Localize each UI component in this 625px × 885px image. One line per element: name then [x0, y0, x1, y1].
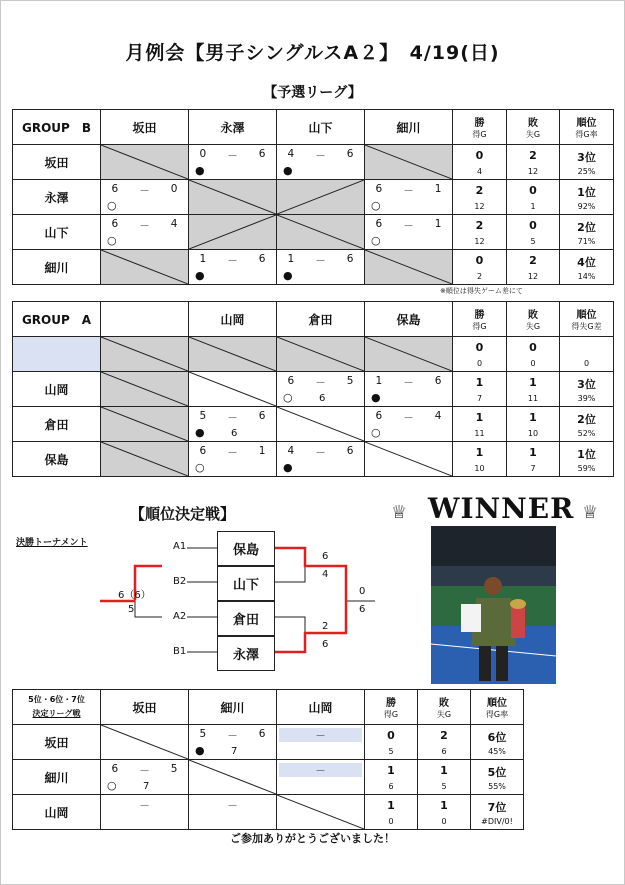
rank-cell: 6位 45% — [471, 725, 524, 760]
thanks-message: ご参加ありがとうございました！ — [230, 832, 395, 845]
diagonal-line — [189, 760, 276, 794]
group-a-col-header: 保島 — [365, 302, 453, 337]
self-match-cell — [277, 795, 365, 830]
row-player-name: 細川 — [13, 760, 101, 795]
rank-cell: 5位 55% — [471, 760, 524, 795]
self-match-cell — [101, 725, 189, 760]
group-a-col-header: 山岡 — [189, 302, 277, 337]
row-player-name: 細川 — [13, 250, 101, 285]
wins-cell: 2 12 — [453, 215, 507, 250]
match-score-cell: 5 － 6 ● 6 — [189, 407, 277, 442]
rank-cell: 3位 25% — [560, 145, 614, 180]
bracket-score: 6 — [322, 551, 329, 562]
seed-label: B2 — [173, 576, 187, 587]
wins-cell: 2 12 — [453, 180, 507, 215]
bracket-player: 保島 — [217, 531, 275, 566]
group-a-label: GROUP A — [13, 302, 101, 337]
bracket-score: 6 — [322, 639, 329, 650]
match-score-cell: － — [101, 795, 189, 830]
bracket-score: 5 — [128, 604, 135, 615]
row-player-name: 坂田 — [13, 725, 101, 760]
wins-cell: 0 0 — [453, 337, 507, 372]
row-player-name: 永澤 — [13, 180, 101, 215]
row-player-name: 坂田 — [13, 145, 101, 180]
rank-cell: 3位 39% — [560, 372, 614, 407]
wins-cell: 1 10 — [453, 442, 507, 477]
rank-cell: 0 — [560, 337, 614, 372]
losses-cell: 1 5 — [418, 760, 471, 795]
rank-cell: 4位 14% — [560, 250, 614, 285]
wins-cell: 1 0 — [365, 795, 418, 830]
consolation-col-header: 山岡 — [277, 690, 365, 725]
row-player-name: 山岡 — [13, 372, 101, 407]
losses-header: 敗 失G — [507, 110, 560, 145]
losses-cell: 1 10 — [507, 407, 560, 442]
bracket-score: 6 — [359, 604, 366, 615]
losses-cell: 2 12 — [507, 250, 560, 285]
row-player-name: 倉田 — [13, 407, 101, 442]
match-score-cell: 4 － 6 ● — [277, 442, 365, 477]
page-title: 月例会【男子シングルスA２】 4/19(日) — [125, 42, 500, 64]
tournament-label: 決勝トーナメント — [16, 538, 88, 548]
consolation-table — [12, 689, 524, 830]
wins-header: 勝 得G — [365, 690, 418, 725]
bracket-score: 4 — [322, 569, 329, 580]
row-player-name: 保島 — [13, 442, 101, 477]
crown-icon: ♕ — [391, 502, 408, 523]
match-score-cell: 1 － 6 ● — [189, 250, 277, 285]
rank-cell: 1位 59% — [560, 442, 614, 477]
rank-cell: 7位 #DIV/0! — [471, 795, 524, 830]
losses-cell: 0 1 — [507, 180, 560, 215]
match-score-cell: 6 － 1 ○ — [365, 180, 453, 215]
bracket-player: 永澤 — [217, 636, 275, 671]
consolation-col-header: 細川 — [189, 690, 277, 725]
consolation-label: 5位・6位・7位 決定リーグ戦 — [13, 690, 101, 725]
consolation-col-header: 坂田 — [101, 690, 189, 725]
wins-cell: 1 6 — [365, 760, 418, 795]
wins-header: 勝 得G — [453, 110, 507, 145]
losses-cell: 0 0 — [507, 337, 560, 372]
bracket-score: 6（6） — [118, 590, 151, 601]
wins-cell: 0 2 — [453, 250, 507, 285]
group-b-col-header: 永澤 — [189, 110, 277, 145]
rank-header: 順位 得失G差 — [560, 302, 614, 337]
wins-cell: 0 5 — [365, 725, 418, 760]
bracket-player: 倉田 — [217, 601, 275, 636]
row-player-name: 山岡 — [13, 795, 101, 830]
losses-header: 敗 失G — [418, 690, 471, 725]
group-b-label: GROUP B — [13, 110, 101, 145]
group-b-col-header: 山下 — [277, 110, 365, 145]
seed-label: A1 — [173, 541, 187, 552]
match-score-cell: 6 － 1 ○ — [189, 442, 277, 477]
match-score-cell: 6 － 1 ○ — [365, 215, 453, 250]
group-b-col-header: 細川 — [365, 110, 453, 145]
bracket-player: 山下 — [217, 566, 275, 601]
match-score-cell: 6 － 4 ○ — [101, 215, 189, 250]
wins-cell: 1 7 — [453, 372, 507, 407]
losses-cell: 2 6 — [418, 725, 471, 760]
losses-header: 敗 失G — [507, 302, 560, 337]
losses-cell: 2 12 — [507, 145, 560, 180]
seed-label: A2 — [173, 611, 187, 622]
losses-cell: 0 5 — [507, 215, 560, 250]
rank-header: 順位 得G率 — [471, 690, 524, 725]
prelim-league-heading: 【予選リーグ】 — [263, 85, 362, 101]
bracket-score: 0 — [359, 586, 366, 597]
wins-header: 勝 得G — [453, 302, 507, 337]
losses-cell: 1 11 — [507, 372, 560, 407]
match-score-cell: 6 － 5 ○ 6 — [277, 372, 365, 407]
wins-cell: 1 11 — [453, 407, 507, 442]
match-score-cell: 1 － 6 ● — [365, 372, 453, 407]
diagonal-line — [277, 795, 364, 829]
crown-icon: ♕ — [582, 502, 599, 523]
match-score-cell: 0 － 6 ● — [189, 145, 277, 180]
rank-cell: 2位 71% — [560, 215, 614, 250]
seed-label: B1 — [173, 646, 187, 657]
winner-heading: WINNER — [428, 492, 575, 525]
match-score-cell: 4 － 6 ● — [277, 145, 365, 180]
match-score-cell: － — [277, 725, 365, 760]
match-score-cell: － — [189, 795, 277, 830]
ranking-note: ※順位は得失ゲーム差にて — [440, 287, 523, 295]
placement-heading: 【順位決定戦】 — [130, 505, 236, 523]
losses-cell: 1 0 — [418, 795, 471, 830]
diagonal-line — [101, 725, 188, 759]
losses-cell: 1 7 — [507, 442, 560, 477]
match-score-cell: 6 － 0 ○ — [101, 180, 189, 215]
rank-cell: 1位 92% — [560, 180, 614, 215]
wins-cell: 0 4 — [453, 145, 507, 180]
row-player-name: 山下 — [13, 215, 101, 250]
match-score-cell: 6 － 5 ○ 7 — [101, 760, 189, 795]
match-score-cell: 5 － 6 ● 7 — [189, 725, 277, 760]
group-b-col-header: 坂田 — [101, 110, 189, 145]
match-score-cell: 6 － 4 ○ — [365, 407, 453, 442]
rank-cell: 2位 52% — [560, 407, 614, 442]
match-score-cell: 1 － 6 ● — [277, 250, 365, 285]
self-match-cell — [189, 760, 277, 795]
match-score-cell: － — [277, 760, 365, 795]
rank-header: 順位 得G率 — [560, 110, 614, 145]
bracket-score: 2 — [322, 621, 329, 632]
group-a-col-header: 倉田 — [277, 302, 365, 337]
